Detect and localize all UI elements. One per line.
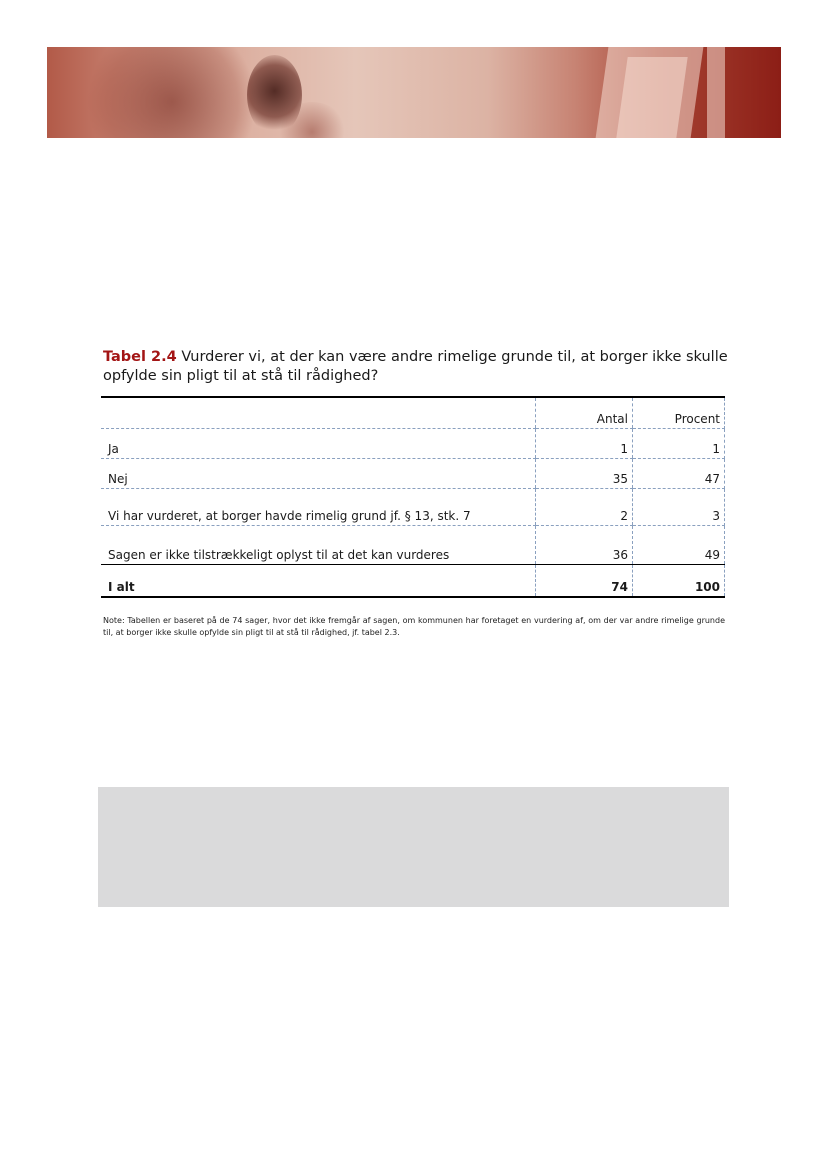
data-table	[101, 396, 725, 598]
row-antal: 36	[536, 526, 633, 565]
table-title: Vurderer vi, at der kan være andre rimelige grunde til, at borger ikke skulle opfylde sin pligt til at stå til rådighed?	[103, 349, 728, 384]
banner-window-frame	[707, 47, 725, 138]
table-label: Tabel 2.4	[103, 349, 177, 365]
banner-window-light	[616, 57, 687, 138]
row-label: Nej	[101, 459, 536, 489]
table-header-row	[101, 397, 725, 429]
table-row	[101, 459, 725, 489]
row-procent: 49	[633, 526, 725, 565]
header-cell-procent: Procent	[633, 397, 725, 429]
table-row	[101, 429, 725, 459]
row-antal: 1	[536, 429, 633, 459]
total-procent: 100	[633, 565, 725, 598]
row-procent: 3	[633, 489, 725, 526]
table-row	[101, 489, 725, 526]
row-antal: 35	[536, 459, 633, 489]
banner-figure-shadow	[87, 47, 257, 138]
row-procent: 47	[633, 459, 725, 489]
table-row	[101, 526, 725, 565]
row-label: Sagen er ikke tilstrækkeligt oplyst til at det kan vurderes	[101, 526, 536, 565]
row-label: Ja	[101, 429, 536, 459]
table-note: Note: Tabellen er baseret på de 74 sager, hvor det ikke fremgår af sagen, om kommunen har foretaget en vurdering af, om der var andre rimelige grunde til, at borger ikke skulle opfylde sin pligt til at stå til rådighed, jf. tabel 2.3.	[103, 616, 725, 637]
total-label: I alt	[101, 565, 536, 598]
header-banner-photo	[47, 47, 781, 138]
table-total-row	[101, 565, 725, 598]
row-label: Vi har vurderet, at borger havde rimelig grund jf. § 13, stk. 7	[101, 489, 536, 526]
row-procent: 1	[633, 429, 725, 459]
grey-content-box	[98, 787, 729, 907]
header-cell-antal: Antal	[536, 397, 633, 429]
row-antal: 2	[536, 489, 633, 526]
table-caption	[103, 348, 728, 386]
header-cell-label	[101, 397, 536, 429]
total-antal: 74	[536, 565, 633, 598]
